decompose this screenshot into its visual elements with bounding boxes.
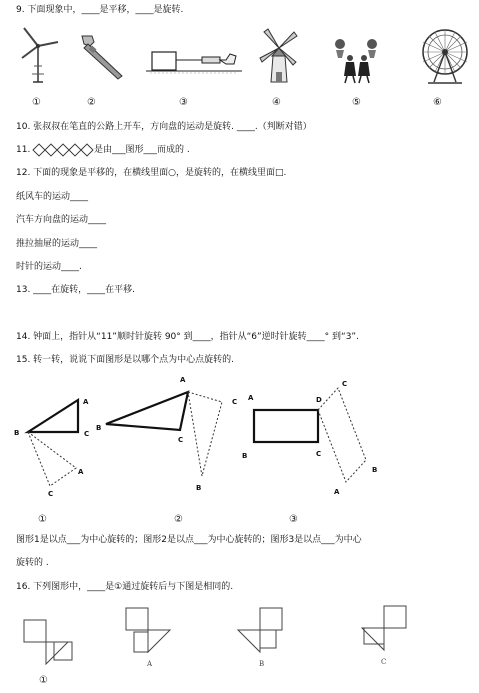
q15-answer-line-1: 图形1是以点___为中心旋转的；图形2是以点___为中心旋转的；图形3是以点___为中心 <box>16 535 362 545</box>
q9-label-3: ③ <box>179 97 188 108</box>
q16-shape-1 <box>20 612 80 674</box>
q9-text: 9. 下面现象中，____是平移，____是旋转. <box>16 5 184 15</box>
q16-shape-b <box>232 604 296 674</box>
fig3-label-c: C <box>316 450 322 458</box>
q9-label-5: ⑤ <box>352 97 361 108</box>
q16-shape-a <box>118 604 178 674</box>
wind-turbine-icon <box>14 26 60 84</box>
q16-label-b: B <box>259 660 265 668</box>
fig3-label-c-prime: C <box>342 380 348 388</box>
q12-text: 12. 下面的现象是平移的，在横线里面○，是旋转的，在横线里面□. <box>16 168 287 178</box>
q15-label-1: ① <box>38 514 47 525</box>
q15-answer-line-2: 旋转的 . <box>16 558 49 568</box>
q15-label-3: ③ <box>289 514 298 525</box>
fig2-label-a: A <box>180 376 186 384</box>
fig3-label-d: D <box>316 396 322 404</box>
q11-text-after: 是由___图形___而成的 . <box>94 145 190 155</box>
fig3-label-a-prime: A <box>334 488 340 496</box>
q16-label-a: A <box>147 660 153 668</box>
q16-shape-c <box>354 602 420 672</box>
fig1-label-a-prime: A <box>78 468 84 476</box>
fig1-label-c-prime: C <box>48 490 54 498</box>
rotation-figure-1 <box>10 388 110 498</box>
q12-item-2: 汽车方向盘的运动____ <box>16 215 107 225</box>
fig1-label-c: C <box>84 430 90 438</box>
q13-text: 13. ____在旋转，____在平移. <box>16 285 136 295</box>
q11-text-before: 11. <box>16 145 31 155</box>
rotation-figure-2 <box>96 372 246 496</box>
fig2-label-b-prime: B <box>196 484 202 492</box>
q16-label-1: ① <box>39 675 48 686</box>
flower-pots-icon <box>330 36 386 84</box>
q16-text: 16. 下列图形中，____是①通过旋转后与下图是相同的. <box>16 582 234 592</box>
q12-item-4: 时针的运动____. <box>16 262 82 272</box>
q10-text: 10. 张叔叔在笔直的公路上开车，方向盘的运动是旋转. ____.（判断对错） <box>16 122 312 132</box>
q16-label-c: C <box>381 658 387 666</box>
wrench-icon <box>76 32 128 80</box>
fig2-label-c-prime: C <box>232 398 238 406</box>
rotation-figure-3 <box>238 374 388 498</box>
q14-text: 14. 钟面上，指针从“11”顺时针旋转 90° 到____，指针从“6”逆时针旋转____° 到“3”. <box>16 332 359 342</box>
diamond-chain-figure <box>32 143 94 157</box>
q12-item-1: 纸风车的运动____ <box>16 192 89 202</box>
q12-item-3: 推拉抽屉的运动____ <box>16 239 98 249</box>
fig1-label-b: B <box>14 429 20 437</box>
fig2-label-c: C <box>178 436 184 444</box>
q9-label-2: ② <box>87 97 96 108</box>
fig3-label-b: B <box>242 452 248 460</box>
ferris-wheel-icon <box>418 28 472 84</box>
q9-label-4: ④ <box>272 97 281 108</box>
q9-label-1: ① <box>32 97 41 108</box>
windmill-icon <box>256 26 302 84</box>
q9-label-6: ⑥ <box>433 97 442 108</box>
fig2-label-b: B <box>96 424 102 432</box>
fig1-label-a: A <box>83 398 89 406</box>
pulled-box-icon <box>146 38 242 74</box>
fig3-label-a: A <box>248 394 254 402</box>
q15-label-2: ② <box>174 514 183 525</box>
q15-text: 15. 转一转，说说下面图形是以哪个点为中心点旋转的. <box>16 355 235 365</box>
fig3-label-b-prime: B <box>372 466 378 474</box>
